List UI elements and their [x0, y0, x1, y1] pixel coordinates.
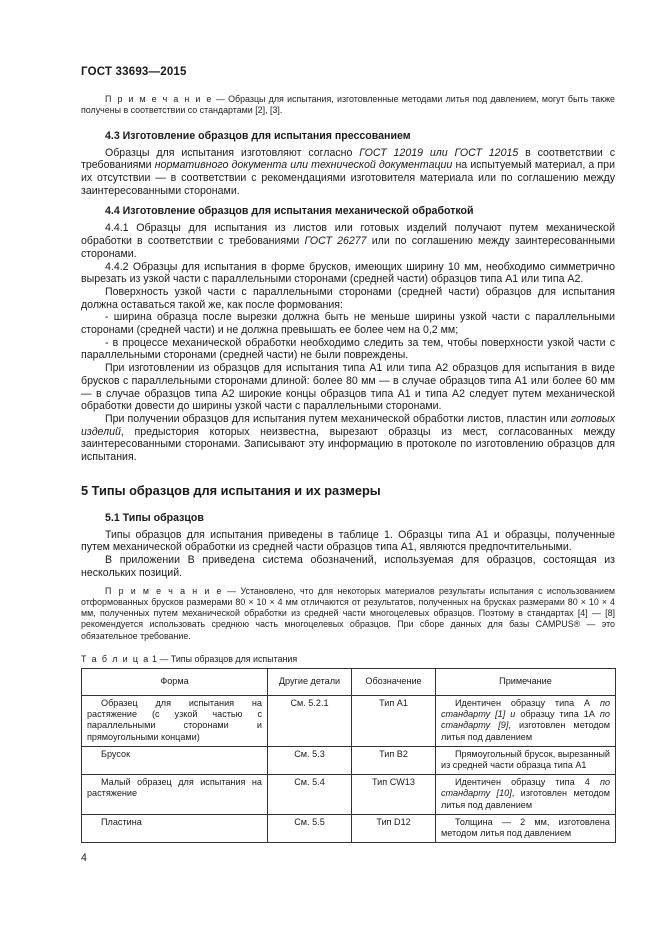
table-row — [82, 814, 616, 842]
cell-detail: См. 5.3 — [268, 746, 352, 774]
standard-ref: по стандарту [1] — [441, 698, 610, 720]
cell-detail: См. 5.2.1 — [268, 696, 352, 747]
cell-note — [436, 814, 616, 842]
list-item-machining: - в процессе механической обработки необходимо следить за тем, чтобы поверхности узкой части с параллельными сторонами (средней части) не были повреждены. — [81, 336, 615, 362]
table-caption — [81, 654, 615, 665]
text-run: , изготовлен методом литья под давлением — [441, 788, 610, 810]
text-run: в соответствии с требованиями — [81, 146, 615, 172]
text-run: Прямоугольный брусок, вырезанный из средней части образца типа А1 — [441, 748, 610, 771]
cell-form: Пластина — [82, 814, 268, 842]
table-row — [82, 746, 616, 774]
note-block — [81, 94, 615, 117]
paragraph-4-4-2: 4.4.2 Образцы для испытания в форме брусков, имеющих ширину 10 мм, необходимо симметрично вырезать из узкой части с параллельными сторонами (средней части) образцов типа А1 или типа А2. — [81, 260, 615, 286]
page-number: 4 — [81, 852, 87, 864]
section-5-title: 5 Типы образцов для испытания и их размеры — [81, 482, 381, 498]
cell-code: Тип А1 — [352, 696, 436, 747]
cell-note — [436, 775, 616, 815]
text-run: При получении образцов для испытания путем механической обработки листов, пластин или — [105, 412, 571, 425]
cell-detail: См. 5.4 — [268, 775, 352, 815]
list-item-width: - ширина образца после вырезки должна быть не меньше ширины узкой части с параллельными сторонами (средней части) и не должна превышать ее более чем на 0,2 мм; — [81, 311, 615, 337]
cell-note — [436, 696, 616, 747]
cell-code: Тип CW13 — [352, 775, 436, 815]
paragraph-sheets — [81, 413, 615, 464]
note-label: П р и м е ч а н и е — [105, 94, 213, 104]
paragraph-surface: Поверхность узкой части с параллельными сторонами (средней части) образцов для испытания должна оставаться такой же, как после формования: — [81, 285, 615, 311]
paragraph-5-1-annex: В приложении В приведена система обозначений, используемая для образцов, состоящая из нескольких позиций. — [81, 554, 615, 579]
text-run: образцу типа 1А — [515, 709, 600, 720]
cell-code: Тип В2 — [352, 746, 436, 774]
note-label: П р и м е ч а н и е — [105, 585, 223, 596]
text-run: , предыстория которых неизвестна, вырезают образцы из мест, согласованных между заинтересованными сторонами. Записывают эту информацию в протоколе по изготовлению образцов для испытания. — [81, 425, 615, 464]
cell-form: Малый образец для испытания на растяжение — [82, 775, 268, 815]
column-header-form: Форма — [82, 669, 268, 696]
cell-form: Брусок — [82, 746, 268, 774]
table-header-row — [82, 669, 616, 696]
note-block — [81, 586, 615, 642]
table-caption-label: Т а б л и ц а — [81, 654, 150, 665]
paragraph-5-1-types: Типы образцов для испытания приведены в таблице 1. Образцы типа А1 и образцы, полученные путем механической обработки из средней части образцов типа А1, являются предпочтительными. — [81, 528, 615, 554]
table-caption-text: 1 — Типы образцов для испытания — [149, 654, 298, 665]
cell-note — [436, 746, 616, 774]
table-row — [82, 775, 616, 815]
page-body — [81, 94, 615, 843]
text-run: на испытуемый материал, а при их отсутствии — в соответствии с рекомендациями изготовителя материала или по соглашению между заинтересованными сторонами. — [81, 159, 615, 197]
text-run — [423, 147, 430, 159]
cell-detail: См. 5.5 — [268, 814, 352, 842]
page-header-standard: ГОСТ 33693—2015 — [81, 66, 187, 78]
cell-form: Образец для испытания на растяжение (с узкой частью с параллельными сторонами и прямоугольными концами) — [82, 696, 268, 747]
specimen-types-table — [81, 668, 616, 843]
text-run: Идентичен образцу типа 4 — [455, 777, 600, 788]
paragraph-bars: При изготовлении из образцов для испытания типа А1 или типа А2 образцов для испытания в виде брусков с параллельными сторонами длиной: более 80 мм — в случае образцов типа А1 или более 60 мм — в случае образцов типа А2 широкие концы образцов типа А1 и типа А2 следует путем механической обработки довести до ширины узкой части с параллельными сторонами. — [81, 362, 615, 413]
paragraph-4-4-1 — [81, 222, 615, 260]
cell-code: Тип D12 — [352, 814, 436, 842]
text-run: Толщина — 2 мм, изготовлена методом литья под давлением — [441, 816, 610, 839]
standard-ref: ГОСТ 12019 — [359, 146, 423, 159]
text-run: Идентичен образцу типа А — [455, 698, 600, 709]
text-run: , изготовлен методом литья под давлением — [441, 720, 610, 742]
text-run: 4.4.1 Образцы для испытания из листов или готовых изделий получают путем механической обработки в соответствии с требованиями — [81, 222, 615, 248]
column-header-note: Примечание — [436, 669, 616, 696]
standard-ref: ГОСТ 26277 — [304, 235, 367, 248]
standard-ref: по стандарту [10] — [441, 777, 610, 799]
section-4-3-paragraph — [81, 147, 615, 198]
text-run: Образцы для испытания изготовляют согласно — [105, 146, 360, 159]
column-header-details: Другие детали — [268, 669, 352, 696]
emphasis-text: готовых изделий — [81, 412, 615, 438]
table-row — [82, 696, 616, 747]
section-5-1-title: 5.1 Типы образцов — [105, 511, 204, 524]
section-4-3-title: 4.3 Изготовление образцов для испытания прессованием — [105, 129, 411, 142]
note-text: — Установлено, что для некоторых материалов результаты испытания с использованием отформованных брусков размерами 80 × 10 × 4 мм отличаются от результатов, полученных на брусках размерами 80 × 10 × 4 мм, полученных путем механической обработки из средней части многоцелевых образцов. Поэтому в стандартах [4] — [8] рекомендуется использовать среднюю часть многоцелевых образцов. При сборе данных для базы CAMPUS® — это обязательное требование. — [81, 585, 615, 641]
column-header-designation: Обозначение — [352, 669, 436, 696]
document-ref: нормативного документа или технической документации — [154, 159, 453, 172]
emphasis-text: и — [510, 709, 516, 720]
standard-ref: по стандарту [9] — [441, 709, 610, 731]
text-run: или по соглашению между заинтересованными сторонами. — [81, 235, 615, 260]
section-4-4-title: 4.4 Изготовление образцов для испытания механической обработкой — [105, 205, 474, 218]
standard-ref: или ГОСТ 12015 — [429, 146, 519, 159]
note-text: — Образцы для испытания, изготовленные методами литья под давлением, могут быть также получены в соответствии со стандартами [2], [3]. — [81, 94, 615, 116]
